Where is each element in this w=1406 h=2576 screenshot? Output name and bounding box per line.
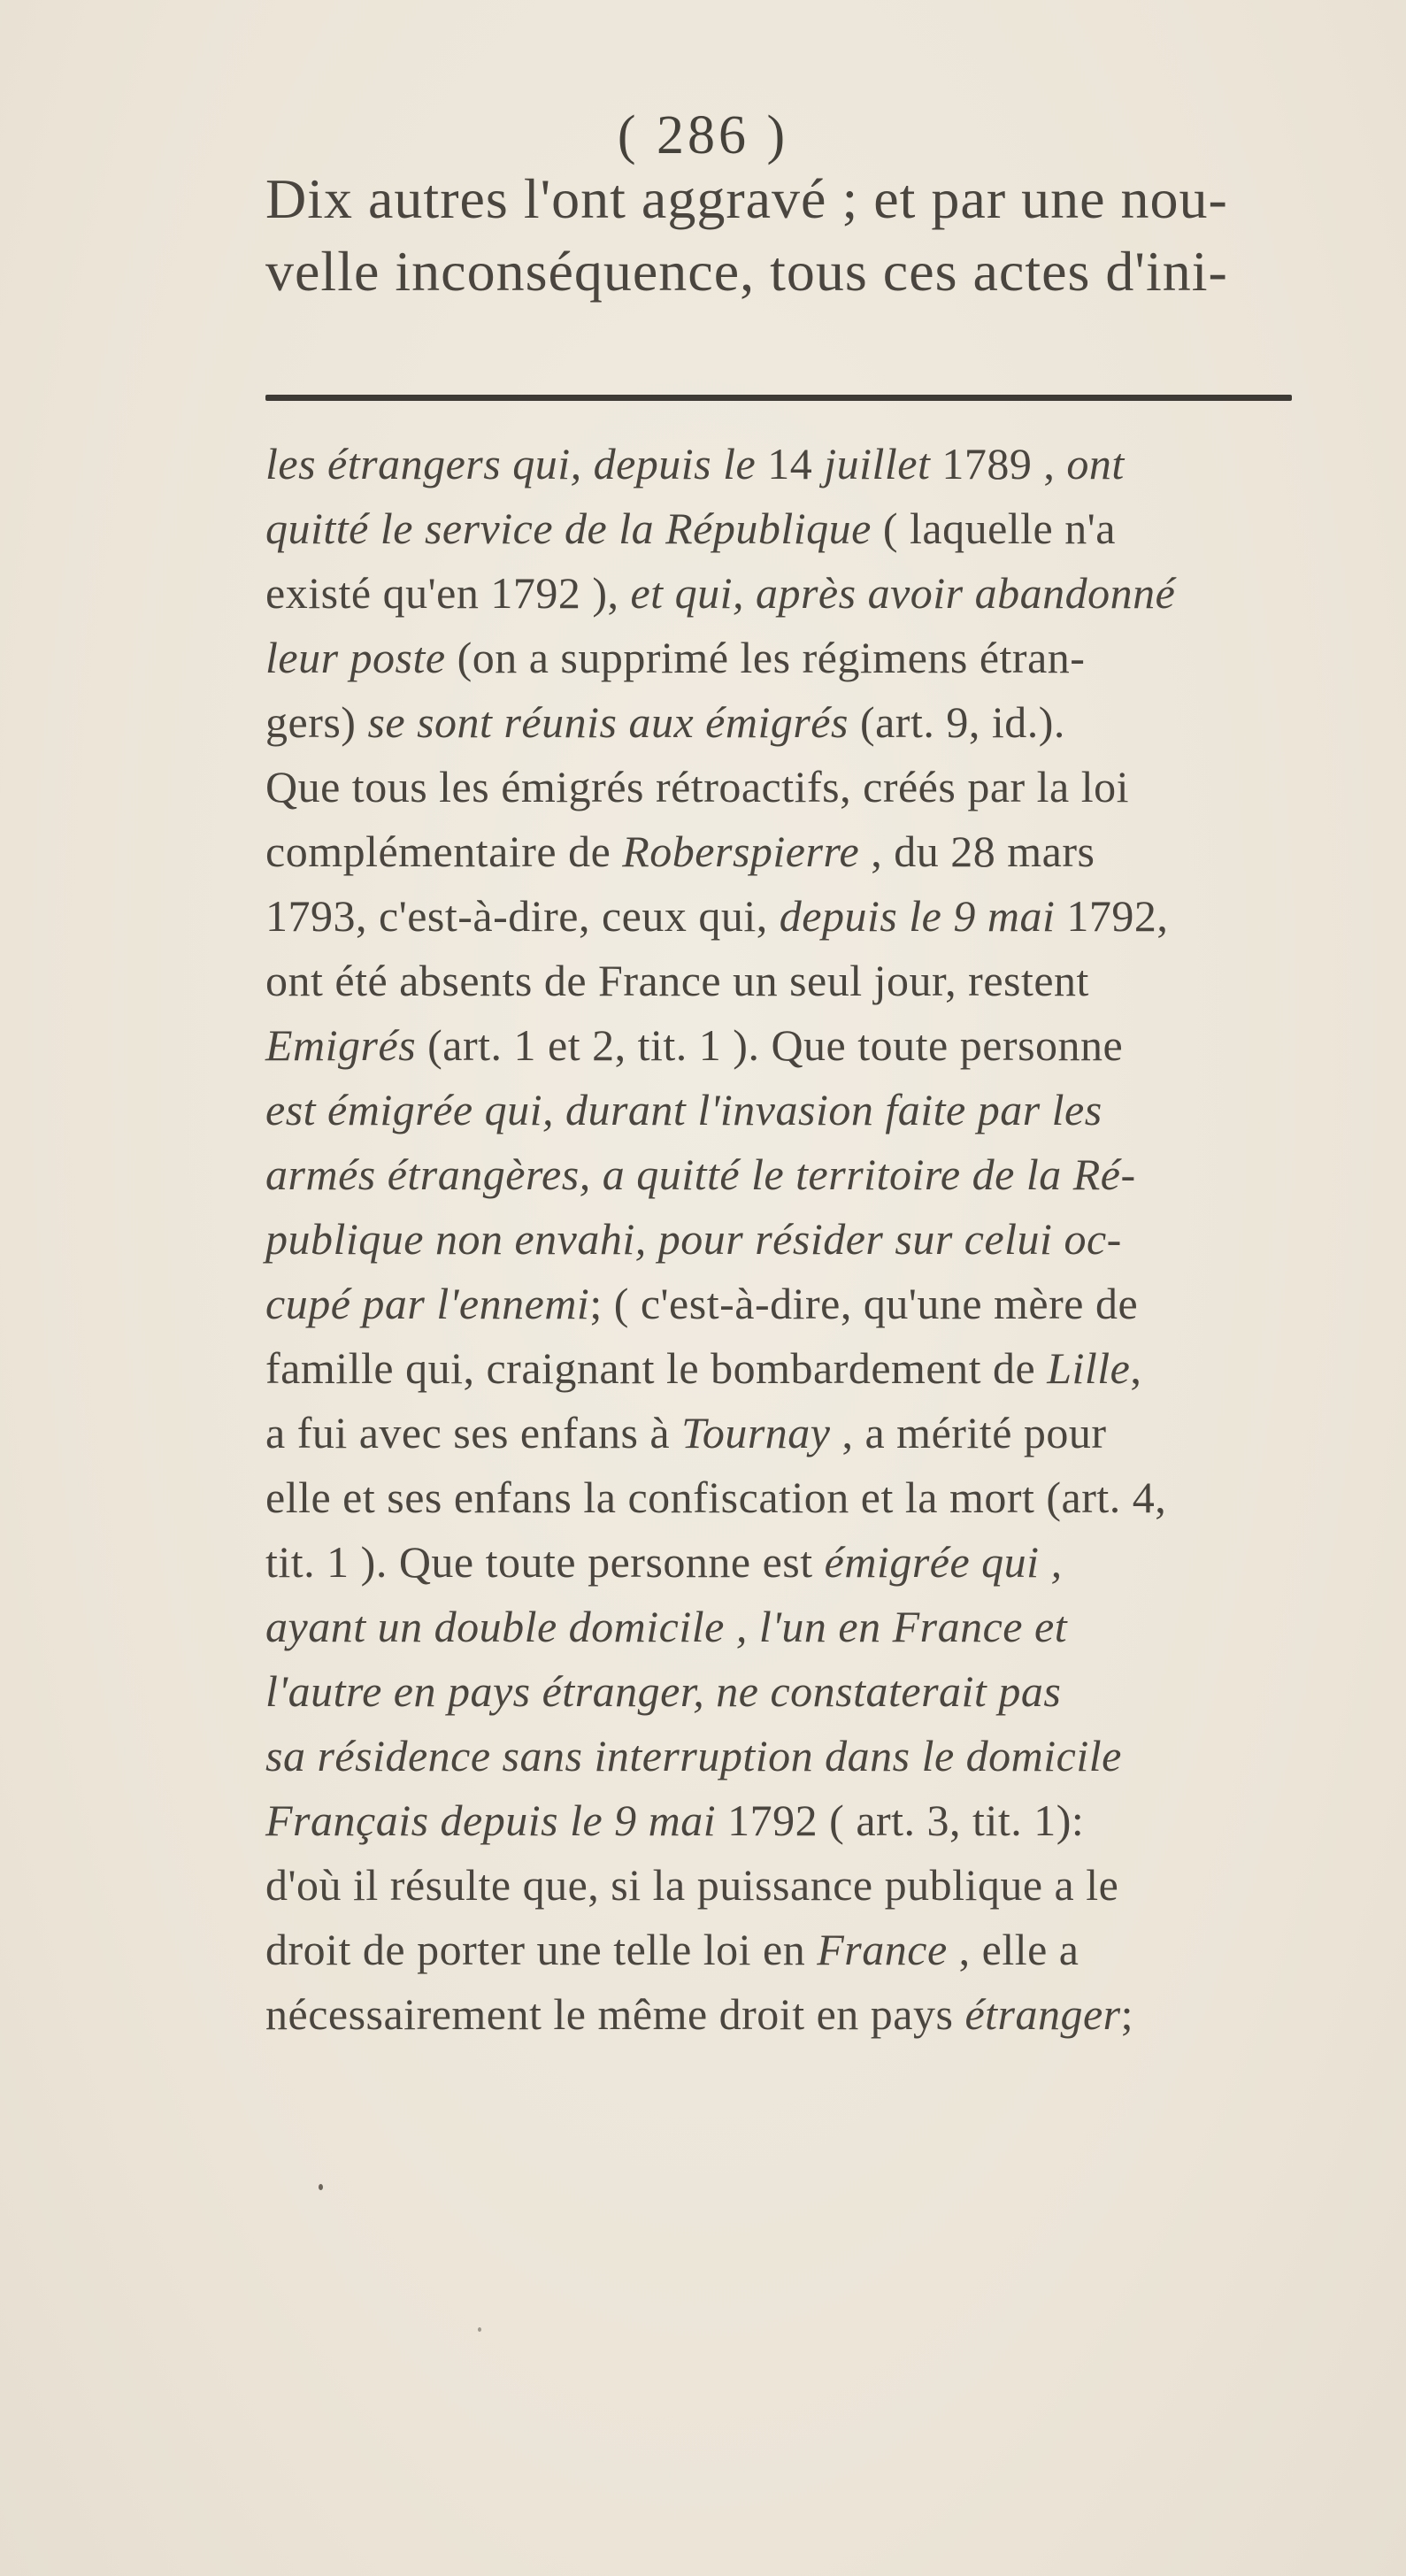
roman-run: 1792 ( art. 3, tit. 1): — [727, 1796, 1085, 1845]
italic-run: sa résidence sans interruption dans le domicile — [265, 1731, 1122, 1780]
page-number: ( 286 ) — [617, 105, 789, 165]
roman-run: famille qui, craignant le bombardement de — [265, 1343, 1048, 1393]
footnote-line — [265, 1536, 1310, 1588]
roman-run: Que tous les émigrés rétroactifs, créés par la loi — [265, 762, 1130, 811]
roman-run: nécessairement le même droit en pays — [265, 1989, 965, 2039]
footnote-line — [265, 567, 1310, 619]
roman-run: ; — [1120, 1989, 1134, 2039]
roman-run: 1789 , — [941, 439, 1067, 488]
footnote-line — [265, 1730, 1310, 1781]
italic-run: France — [817, 1925, 959, 1974]
italic-run: quitté le service de la République — [265, 504, 883, 553]
footnote-line — [265, 1859, 1310, 1911]
footnote-line — [265, 890, 1310, 942]
roman-run: (art. 1 et 2, tit. 1 ). Que toute personne — [427, 1020, 1124, 1070]
footnote-line — [265, 1601, 1310, 1652]
italic-run: Français depuis le 9 mai — [265, 1796, 728, 1845]
footnote-line — [265, 1665, 1310, 1717]
footnote-line — [265, 1278, 1310, 1329]
footnote-line — [265, 696, 1310, 748]
italic-run: leur poste — [265, 633, 457, 682]
footnote-line — [265, 1795, 1310, 1846]
italic-run: Roberspierre — [622, 827, 872, 876]
body-line-2: velle inconséquence, tous ces actes d'ini- — [265, 240, 1228, 303]
italic-run: ayant un double domicile , l'un en France et — [265, 1602, 1068, 1651]
roman-run: , elle a — [958, 1925, 1079, 1974]
roman-run: 1792, — [1066, 891, 1169, 941]
roman-run: a fui avec ses enfans à — [265, 1408, 682, 1457]
roman-run: , du 28 mars — [871, 827, 1095, 876]
footnote-line — [265, 1988, 1310, 2040]
roman-run: gers) — [265, 697, 368, 747]
footnote-line — [265, 632, 1310, 683]
footnote-line — [265, 1342, 1310, 1394]
paper-speck — [319, 2184, 323, 2190]
roman-run: d'où il résulte que, si la puissance publique a le — [265, 1860, 1119, 1910]
footnote-separator-rule — [265, 395, 1292, 401]
italic-run: Lille — [1047, 1343, 1131, 1393]
italic-run: se sont réunis aux émigrés — [367, 697, 860, 747]
footnote-line — [265, 503, 1310, 554]
italic-run: publique non envahi, pour résider sur celui oc- — [265, 1214, 1122, 1264]
italic-run: émigrée qui , — [824, 1537, 1063, 1587]
footnote-line — [265, 1019, 1310, 1071]
roman-run: , a mérité pour — [841, 1408, 1107, 1457]
italic-run: l'autre en pays étranger, ne constaterait pas — [265, 1666, 1062, 1716]
footnote-line — [265, 761, 1310, 812]
footnote-line — [265, 1407, 1310, 1458]
italic-run: les étrangers qui, depuis le — [265, 439, 768, 488]
roman-run: (art. 9, id.). — [859, 697, 1065, 747]
roman-run: ( laquelle n'a — [882, 504, 1116, 553]
footnote-line — [265, 955, 1310, 1006]
roman-run: droit de porter une telle loi en — [265, 1925, 818, 1974]
italic-run: est émigrée qui, durant l'invasion faite par les — [265, 1085, 1103, 1134]
footnote-line — [265, 1149, 1310, 1200]
italic-run: cupé par l'ennemi — [265, 1279, 590, 1328]
italic-run: étranger — [964, 1989, 1121, 2039]
italic-run: Emigrés — [265, 1020, 428, 1070]
body-line-1: Dix autres l'ont aggravé ; et par une nou- — [265, 167, 1228, 230]
roman-run: , — [1130, 1343, 1142, 1393]
roman-run: (on a supprimé les régimens étran- — [457, 633, 1086, 682]
paper-speck — [478, 2327, 481, 2332]
roman-run: 1793, c'est-à-dire, ceux qui, — [265, 891, 780, 941]
footnote-line — [265, 826, 1310, 877]
roman-run: existé qu'en 1792 ), — [265, 568, 631, 618]
roman-run: ; ( c'est-à-dire, qu'une mère de — [589, 1279, 1139, 1328]
roman-run: complémentaire de — [265, 827, 623, 876]
italic-run: juillet — [824, 439, 942, 488]
italic-run: et qui, après avoir abandonné — [630, 568, 1176, 618]
italic-run: depuis le 9 mai — [779, 891, 1067, 941]
roman-run: tit. 1 ). Que toute personne est — [265, 1537, 825, 1587]
roman-run: ont été absents de France un seul jour, restent — [265, 956, 1089, 1005]
italic-run: armés étrangères, a quitté le territoire de la Ré- — [265, 1150, 1136, 1199]
roman-run: 14 — [767, 439, 825, 488]
italic-run: Tournay — [681, 1408, 842, 1457]
footnote-line — [265, 1924, 1310, 1975]
italic-run: ont — [1066, 439, 1125, 488]
footnote-line — [265, 1213, 1310, 1265]
footnote-line — [265, 438, 1310, 489]
roman-run: elle et ses enfans la confiscation et la mort (art. 4, — [265, 1473, 1167, 1522]
footnote-line — [265, 1084, 1310, 1135]
footnote-line — [265, 1472, 1310, 1523]
